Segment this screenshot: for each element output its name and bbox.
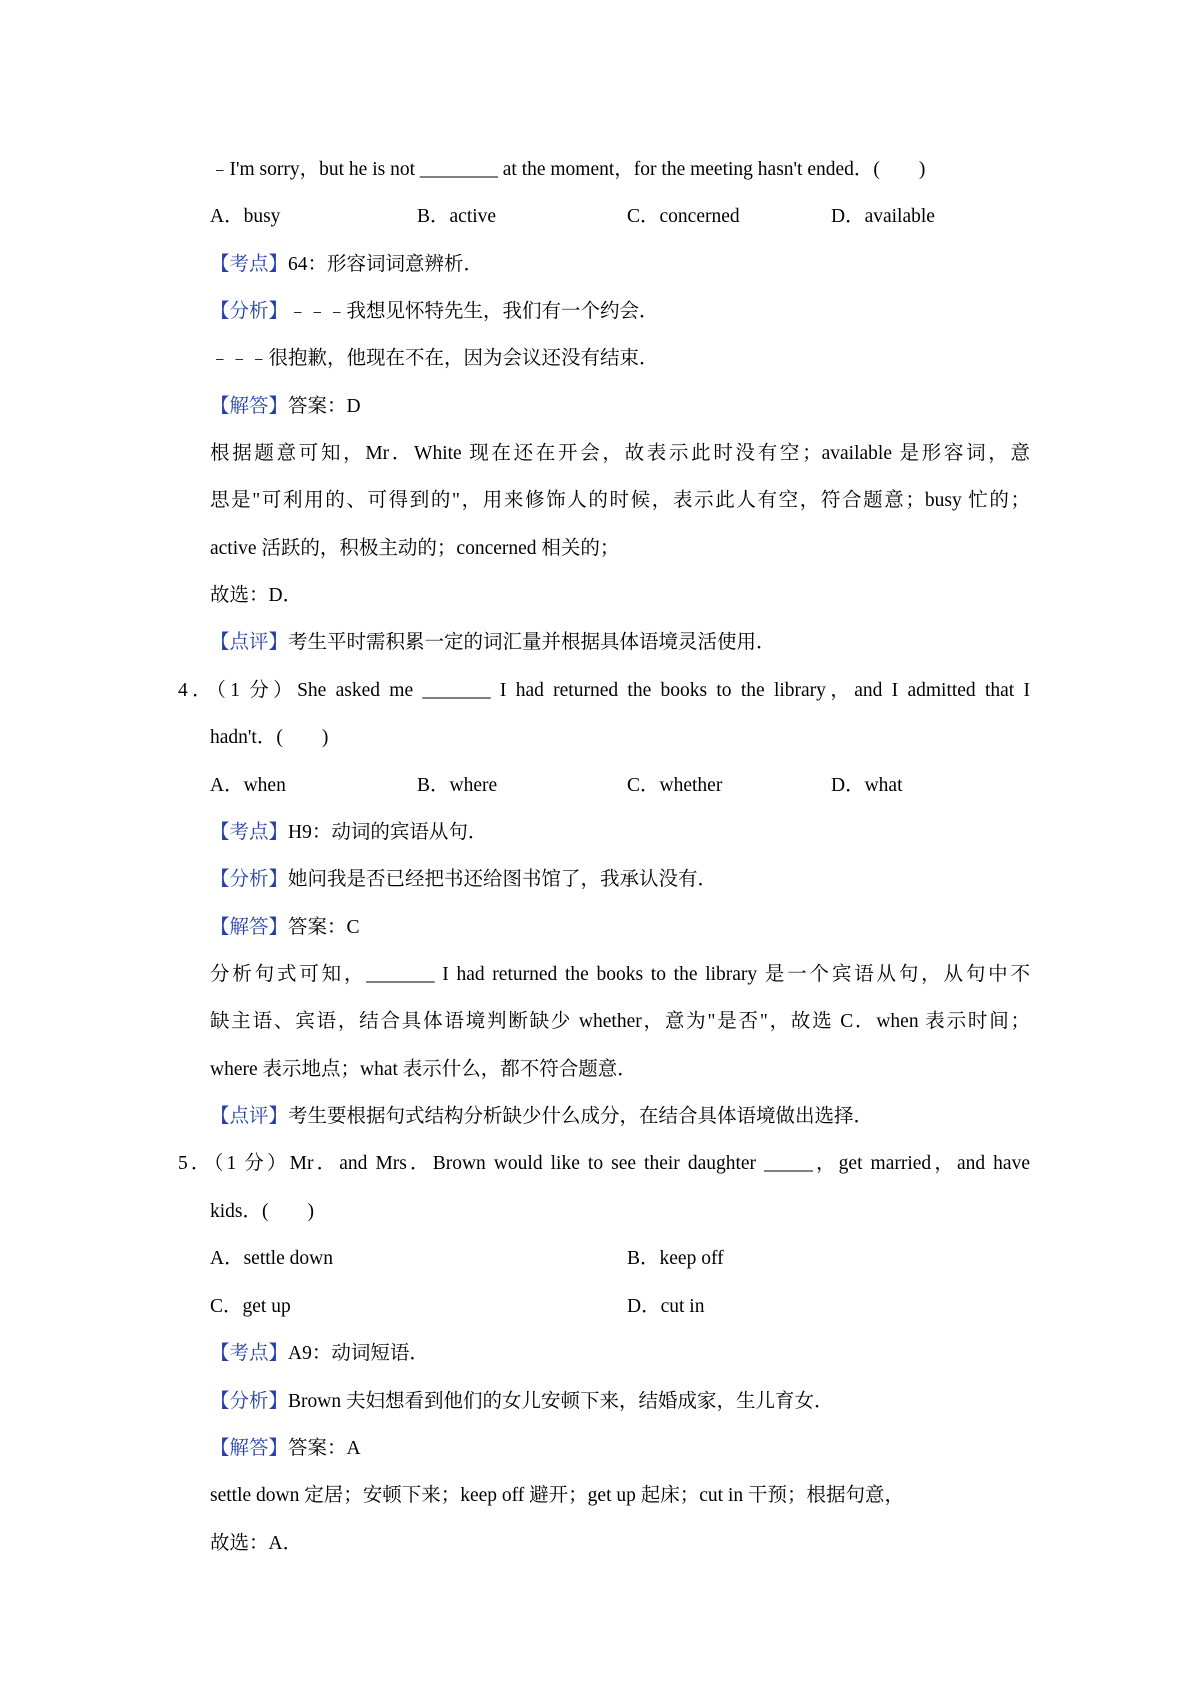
fenxi-text: 她问我是否已经把书还给图书馆了，我承认没有． — [288, 869, 718, 890]
q4-option-a: A．when — [210, 775, 286, 796]
dianping-text: 考生要根据句式结构分析缺少什么成分，在结合具体语境做出选择． — [288, 1106, 874, 1127]
q3-stem: ﹣I'm sorry，but he is not ________ at the moment，for the meeting hasn't ended．( ) — [210, 159, 926, 180]
kaodian-tag: 【考点】 — [210, 1343, 289, 1364]
q5-explain-line: settle down 定居；安顿下来；keep off 避开；get up 起床；cut in 干预；根据句意， — [210, 1485, 904, 1506]
q3-dianping — [210, 629, 1030, 657]
q5-option-a: A．settle down — [210, 1248, 333, 1269]
q3-option-a: A．busy — [210, 206, 281, 227]
q3-jieda — [210, 393, 1030, 421]
dianping-tag: 【点评】 — [210, 1106, 289, 1127]
kaodian-tag: 【考点】 — [210, 254, 289, 275]
kaodian-text: 64：形容词词意辨析． — [288, 254, 484, 275]
q4-stem-line2: hadn't．( ) — [210, 727, 329, 748]
fenxi-text: Brown 夫妇想看到他们的女儿安顿下来，结婚成家，生儿育女． — [288, 1391, 834, 1412]
jieda-answer: 答案：D — [288, 396, 361, 417]
q4-kaodian — [210, 819, 1030, 847]
q3-explain-line: 思是"可利用的、可得到的"，用来修饰人的时候，表示此人有空，符合题意；busy 忙的； — [210, 490, 1030, 511]
kaodian-text: H9：动词的宾语从句． — [288, 822, 488, 843]
q5-kaodian — [210, 1340, 1030, 1368]
q3-explain-line: active 活跃的，积极主动的；concerned 相关的； — [210, 538, 620, 559]
q5-option-b: B．keep off — [627, 1248, 724, 1269]
jieda-answer: 答案：C — [288, 917, 360, 938]
fenxi-tag: 【分析】 — [210, 301, 289, 322]
q5-option-c: C．get up — [210, 1296, 291, 1317]
q4-explain-line: 缺主语、宾语，结合具体语境判断缺少 whether，意为"是否"，故选 C．when 表示时间； — [210, 1011, 1030, 1032]
q3-fenxi — [210, 298, 1030, 326]
q5-option-d: D．cut in — [627, 1296, 705, 1317]
q4-stem: 4．（1 分）She asked me _______ I had returned the books to the library，and I admitted that I — [178, 680, 1030, 701]
fenxi-text: ﹣﹣﹣我想见怀特先生，我们有一个约会． — [288, 301, 659, 322]
q5-stem-line2: kids．( ) — [210, 1201, 314, 1222]
q4-fenxi — [210, 866, 1030, 894]
jieda-tag: 【解答】 — [210, 1438, 289, 1459]
kaodian-text: A9：动词短语． — [288, 1343, 429, 1364]
fenxi-tag: 【分析】 — [210, 869, 289, 890]
jieda-tag: 【解答】 — [210, 396, 289, 417]
q4-explain-line: where 表示地点；what 表示什么，都不符合题意． — [210, 1059, 637, 1080]
q3-final-answer: 故选：D． — [210, 585, 303, 606]
jieda-tag: 【解答】 — [210, 917, 289, 938]
q3-kaodian — [210, 251, 1030, 279]
jieda-answer: 答案：A — [288, 1438, 361, 1459]
q5-jieda — [210, 1435, 1030, 1463]
q3-option-c: C．concerned — [627, 206, 740, 227]
q4-explain-line: 分析句式可知，_______ I had returned the books to the library 是一个宾语从句，从句中不 — [210, 964, 1030, 985]
q3-fenxi-line2: ﹣﹣﹣很抱歉，他现在不在，因为会议还没有结束． — [210, 348, 659, 369]
q3-option-d: D．available — [831, 206, 935, 227]
q3-explain-line: 根据题意可知，Mr．White 现在还在开会，故表示此时没有空；available 是形容词，意 — [210, 443, 1030, 464]
q4-option-c: C．whether — [627, 775, 723, 796]
q4-dianping — [210, 1103, 1030, 1131]
q4-option-d: D．what — [831, 775, 903, 796]
dianping-tag: 【点评】 — [210, 632, 289, 653]
kaodian-tag: 【考点】 — [210, 822, 289, 843]
dianping-text: 考生平时需积累一定的词汇量并根据具体语境灵活使用． — [288, 632, 776, 653]
q5-fenxi — [210, 1388, 1030, 1416]
fenxi-tag: 【分析】 — [210, 1391, 289, 1412]
q3-option-b: B．active — [417, 206, 497, 227]
q5-final-answer: 故选：A． — [210, 1533, 303, 1554]
q4-option-b: B．where — [417, 775, 498, 796]
q5-stem: 5．（1 分）Mr．and Mrs．Brown would like to see their daughter _____，get married，and have — [178, 1153, 1030, 1174]
q4-jieda — [210, 914, 1030, 942]
